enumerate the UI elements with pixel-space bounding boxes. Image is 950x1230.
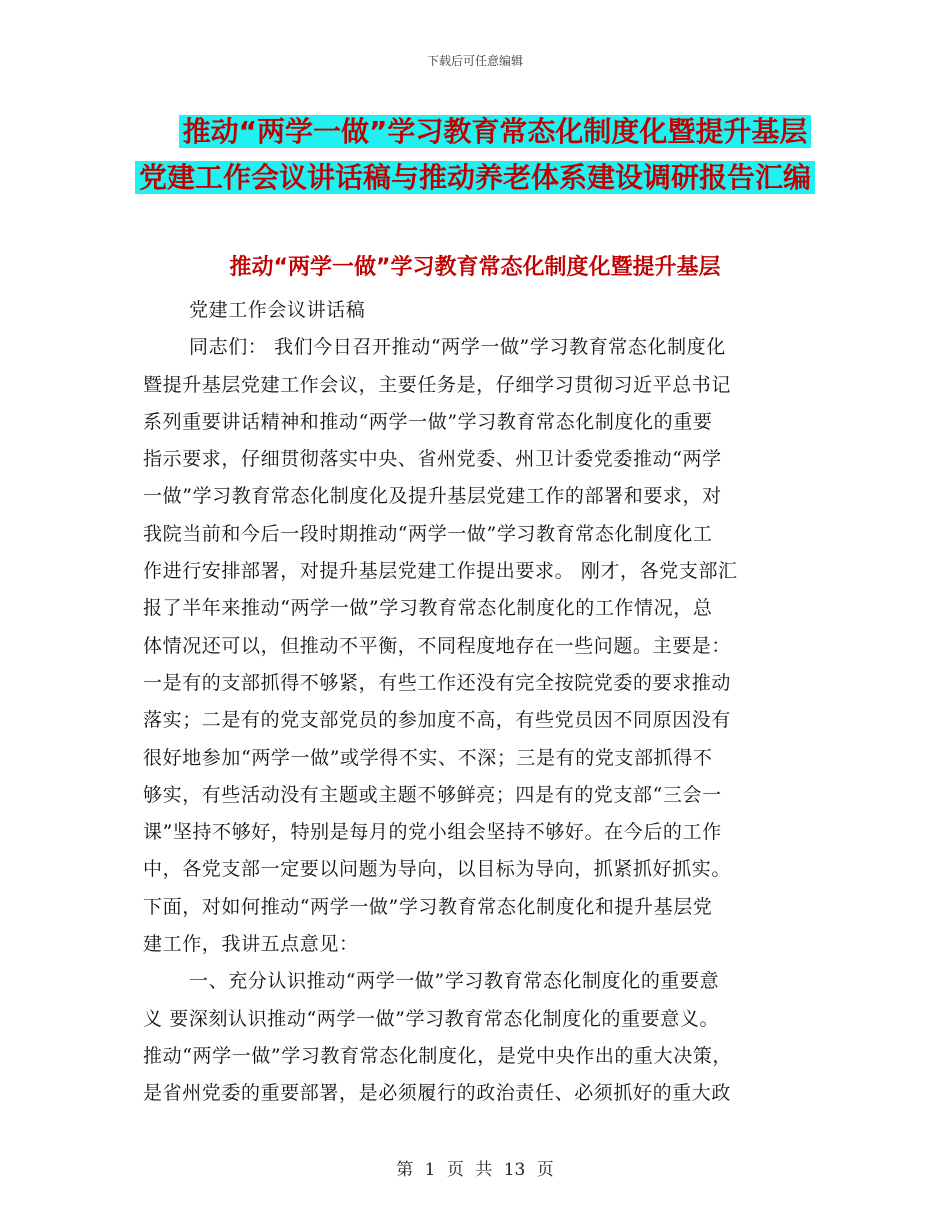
document-title-line-1-text: 推动“两学一做”学习教育常态化制度化暨提升基层 bbox=[179, 115, 812, 148]
body-line: 推动“两学一做”学习教育常态化制度化，是党中央作出的重大决策， bbox=[143, 1044, 733, 1067]
body-text bbox=[143, 292, 808, 1113]
body-line: 同志们： 我们今日召开推动“两学一做”学习教育常态化制度化 bbox=[189, 336, 726, 359]
body-line: 报了半年来推动“两学一做”学习教育常态化制度化的工作情况，总 bbox=[143, 597, 713, 620]
body-line: 课”坚持不够好，特别是每月的党小组会坚持不够好。在今后的工作 bbox=[143, 821, 722, 844]
body-line: 够实，有些活动没有主题或主题不够鲜亮；四是有的党支部“三会一 bbox=[143, 783, 722, 806]
body-line: 义 要深刻认识推动“两学一做”学习教育常态化制度化的重要意义。 bbox=[143, 1007, 720, 1030]
body-line: 下面，对如何推动“两学一做”学习教育常态化制度化和提升基层党 bbox=[143, 895, 713, 918]
body-line: 是省州党委的重要部署，是必须履行的政治责任、必须抓好的重大政 bbox=[143, 1082, 732, 1105]
body-line: 一做”学习教育常态化制度化及提升基层党建工作的部署和要求，对 bbox=[143, 485, 722, 508]
document-title-line-2 bbox=[0, 156, 950, 196]
body-line: 很好地参加“两学一做”或学得不实、不深；三是有的党支部抓得不 bbox=[143, 746, 713, 769]
page-header-note: 下载后可任意编辑 bbox=[426, 54, 523, 68]
body-line: 系列重要讲话精神和推动“两学一做”学习教育常态化制度化的重要 bbox=[143, 410, 713, 433]
body-line: 作进行安排部署，对提升基层党建工作提出要求。 刚才，各党支部汇 bbox=[143, 560, 738, 583]
section-title: 推动“两学一做”学习教育常态化制度化暨提升基层 bbox=[229, 255, 721, 280]
document-title-line-2-text: 党建工作会议讲话稿与推动养老体系建设调研报告汇编 bbox=[135, 161, 815, 194]
document-title-line-1 bbox=[0, 110, 950, 150]
body-line: 指示要求，仔细贯彻落实中央、省州党委、州卫计委党委推动“两学 bbox=[143, 448, 722, 471]
body-line: 暨提升基层党建工作会议，主要任务是，仔细学习贯彻习近平总书记 bbox=[143, 373, 732, 396]
body-line: 中，各党支部一定要以问题为导向，以目标为导向，抓紧抓好抓实。 bbox=[143, 858, 732, 881]
body-line: 建工作，我讲五点意见： bbox=[143, 933, 359, 956]
page-number-footer: 第 1 页 共 13 页 bbox=[396, 1160, 554, 1180]
body-line: 我院当前和今后一段时期推动“两学一做”学习教育常态化制度化工 bbox=[143, 522, 713, 545]
body-line: 体情况还可以，但推动不平衡，不同程度地存在一些问题。主要是： bbox=[143, 634, 732, 657]
body-line: 落实；二是有的党支部党员的参加度不高，有些党员因不同原因没有 bbox=[143, 709, 732, 732]
body-line: 党建工作会议讲话稿 bbox=[189, 299, 366, 321]
body-line: 一、充分认识推动“两学一做”学习教育常态化制度化的重要意 bbox=[189, 970, 720, 993]
body-line: 一是有的支部抓得不够紧，有些工作还没有完全按院党委的要求推动 bbox=[143, 671, 732, 694]
